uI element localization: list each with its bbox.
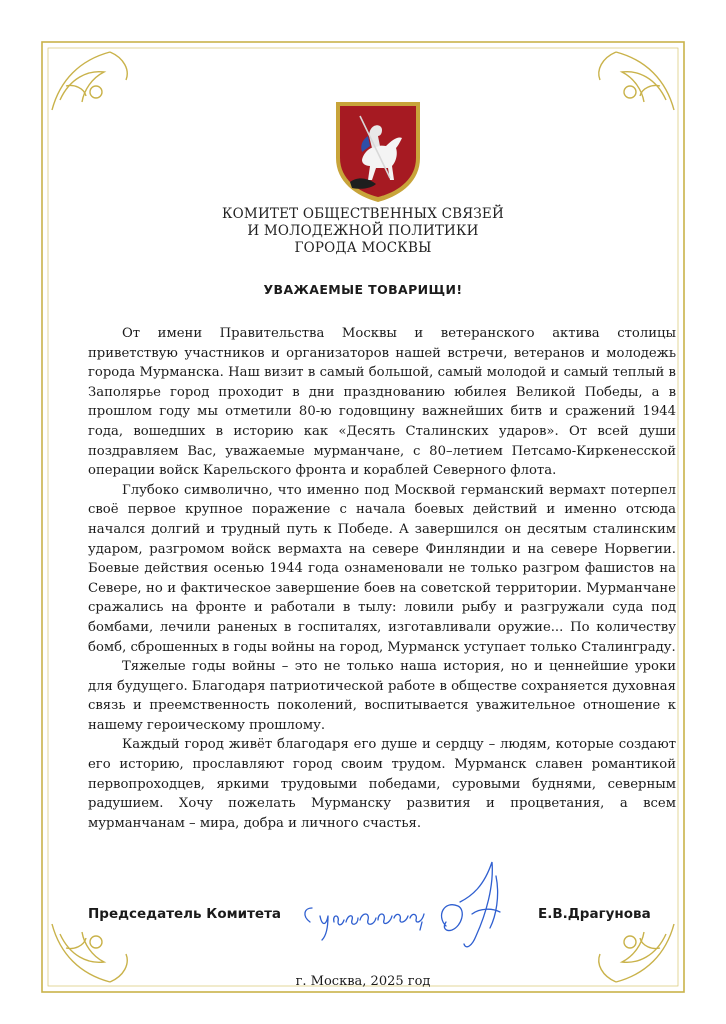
org-line-1: КОМИТЕТ ОБЩЕСТВЕННЫХ СВЯЗЕЙ <box>222 206 504 222</box>
paragraph-1: От имени Правительства Москвы и ветеранского актива столицы приветствую участников и организаторов нашей встречи, ветеранов и молодежь города Мурманска. Наш визит в самый большой, самый молодой и самый теплый в Заполярье город проходит в дни празднованию юбилея Великой Победы, а в прошлом году мы отметили 80-ю годовщину важнейших битв и сражений 1944 года, вошедших в историю как «Десять Сталинских ударов». От всей души поздравляем Вас, уважаемые мурманчане, с 80–летием Петсамо-Киркенесской операции войск Карельского фронта и кораблей Северного флота. <box>88 326 676 479</box>
signatory-title: Председатель Комитета <box>88 906 282 922</box>
moscow-coat-of-arms-icon <box>332 96 424 204</box>
organization-name <box>0 206 726 257</box>
corner-ornament-top-right <box>599 52 674 110</box>
paragraph-3: Тяжелые годы войны – это не только наша история, но и ценнейшие уроки для будущего. Благодаря патриотической работе в обществе сохраняется духовная связь и преемственность поколений, воспитывается уважительное отношение к нашему героическому прошлому. <box>88 659 676 733</box>
corner-ornament-top-left <box>52 52 127 110</box>
paragraph-4: Каждый город живёт благодаря его душе и сердцу – людям, которые создают его историю, прославляют город своим трудом. Мурманск славен романтикой первопроходцев, яркими трудовыми победами, суровыми буднями, северным радушием. Хочу пожелать Мурманску развития и процветания, а всем мурманчанам – мира, добра и личного счастья. <box>88 737 676 831</box>
letter-body <box>88 324 676 833</box>
signatory-name: Е.В.Драгунова <box>538 906 651 922</box>
paragraph-2: Глубоко символично, что именно под Москвой германский вермахт потерпел своё первое крупное поражение с начала боевых действий и именно отсюда начался долгий и трудный путь к Победе. А завершился он десятым сталинским ударом, разгромом войск вермахта на севере Финляндии и на севере Норвегии. Боевые действия осенью 1944 года ознаменовали не только разгром фашистов на Севере, но и фактическое завершение боев на советской территории. Мурманчане сражались на фронте и работали в тылу: ловили рыбу и разгружали суда под бомбами, лечили раненых в госпиталях, изготавливали оружие... По количеству бомб, сброшенных в годы войны на город, Мурманск уступает только Сталинграду. <box>88 482 676 655</box>
handwritten-signature <box>296 856 526 956</box>
org-line-3: ГОРОДА МОСКВЫ <box>294 240 432 256</box>
org-line-2: И МОЛОДЕЖНОЙ ПОЛИТИКИ <box>247 223 479 239</box>
salutation-heading: УВАЖАЕМЫЕ ТОВАРИЩИ! <box>263 282 463 297</box>
place-and-date: г. Москва, 2025 год <box>295 974 431 989</box>
